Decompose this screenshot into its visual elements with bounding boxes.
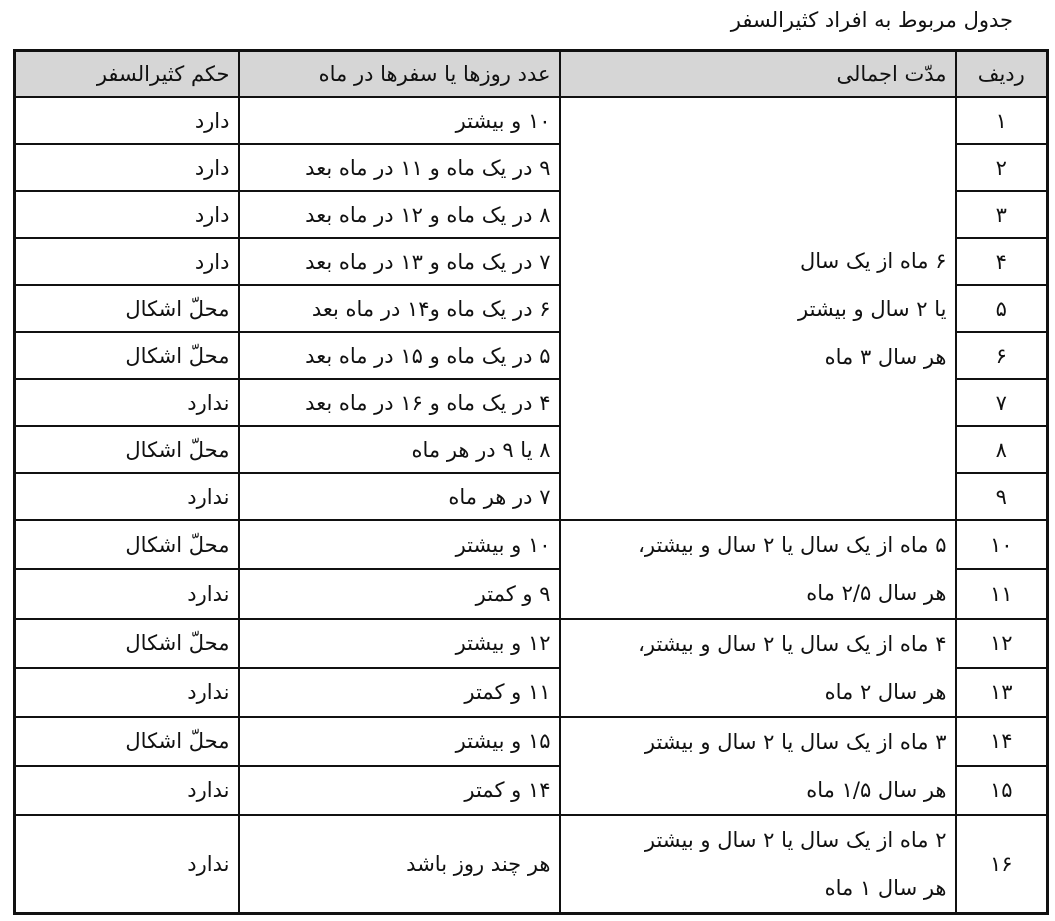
duration-line: هر سال ۲/۵ ماه <box>806 581 947 606</box>
duration-line: ۲ ماه از یک سال یا ۲ سال و بیشتر <box>644 827 947 852</box>
duration-cell <box>560 97 956 520</box>
header-duration: مدّت اجمالی <box>560 51 956 98</box>
ruling-cell: ندارد <box>15 668 239 717</box>
row-number: ۹ <box>956 473 1048 520</box>
table-row <box>15 619 1048 668</box>
days-cell: ۱۵ و بیشتر <box>239 717 560 766</box>
row-number: ۱۳ <box>956 668 1048 717</box>
ruling-cell: ندارد <box>15 473 239 520</box>
ruling-cell: ندارد <box>15 379 239 426</box>
days-cell: ۷ در یک ماه و ۱۳ در ماه بعد <box>239 238 560 285</box>
duration-cell <box>560 815 956 914</box>
duration-line: ۴ ماه از یک سال یا ۲ سال و بیشتر، <box>638 631 947 656</box>
row-number: ۱۴ <box>956 717 1048 766</box>
row-number: ۵ <box>956 285 1048 332</box>
ruling-cell: محلّ اشکال <box>15 717 239 766</box>
ruling-cell: دارد <box>15 144 239 191</box>
days-cell: ۱۱ و کمتر <box>239 668 560 717</box>
ruling-cell: ندارد <box>15 766 239 815</box>
duration-line: یا ۲ سال و بیشتر <box>798 296 947 321</box>
table-row <box>15 815 1048 914</box>
header-row-number: ردیف <box>956 51 1048 98</box>
row-number: ۱۶ <box>956 815 1048 914</box>
days-cell: ۵ در یک ماه و ۱۵ در ماه بعد <box>239 332 560 379</box>
days-cell: ۱۰ و بیشتر <box>239 97 560 144</box>
duration-line: ۳ ماه از یک سال یا ۲ سال و بیشتر <box>644 729 947 754</box>
row-number: ۱۰ <box>956 520 1048 569</box>
days-cell: ۹ در یک ماه و ۱۱ در ماه بعد <box>239 144 560 191</box>
days-cell: ۱۴ و کمتر <box>239 766 560 815</box>
ruling-cell: دارد <box>15 97 239 144</box>
duration-line: ۵ ماه از یک سال یا ۲ سال و بیشتر، <box>638 533 947 558</box>
ruling-cell: ندارد <box>15 815 239 914</box>
days-cell: ۶ در یک ماه و۱۴ در ماه بعد <box>239 285 560 332</box>
frequent-traveler-table <box>13 49 1049 915</box>
duration-line: هر سال ۱ ماه <box>824 875 947 900</box>
table-row <box>15 97 1048 144</box>
header-row <box>15 51 1048 98</box>
row-number: ۶ <box>956 332 1048 379</box>
row-number: ۸ <box>956 426 1048 473</box>
days-cell: ۱۰ و بیشتر <box>239 520 560 569</box>
row-number: ۲ <box>956 144 1048 191</box>
ruling-cell: محلّ اشکال <box>15 426 239 473</box>
duration-line: هر سال ۲ ماه <box>824 679 947 704</box>
duration-cell <box>560 619 956 717</box>
row-number: ۱۱ <box>956 569 1048 618</box>
table-caption: جدول مربوط به افراد کثیرالسفر <box>730 8 1013 32</box>
duration-cell <box>560 520 956 618</box>
days-cell: ۹ و کمتر <box>239 569 560 618</box>
days-cell: هر چند روز باشد <box>239 815 560 914</box>
duration-line: ۶ ماه از یک سال <box>800 248 947 273</box>
table-row <box>15 717 1048 766</box>
ruling-cell: محلّ اشکال <box>15 520 239 569</box>
days-cell: ۴ در یک ماه و ۱۶ در ماه بعد <box>239 379 560 426</box>
table-row <box>15 520 1048 569</box>
ruling-cell: محلّ اشکال <box>15 332 239 379</box>
row-number: ۱۵ <box>956 766 1048 815</box>
header-ruling: حکم کثیرالسفر <box>15 51 239 98</box>
ruling-cell: دارد <box>15 191 239 238</box>
days-cell: ۸ یا ۹ در هر ماه <box>239 426 560 473</box>
ruling-cell: ندارد <box>15 569 239 618</box>
duration-line: هر سال ۳ ماه <box>824 344 947 369</box>
duration-cell <box>560 717 956 815</box>
row-number: ۷ <box>956 379 1048 426</box>
row-number: ۳ <box>956 191 1048 238</box>
ruling-cell: محلّ اشکال <box>15 285 239 332</box>
row-number: ۱ <box>956 97 1048 144</box>
header-days: عدد روزها یا سفرها در ماه <box>239 51 560 98</box>
ruling-cell: دارد <box>15 238 239 285</box>
ruling-cell: محلّ اشکال <box>15 619 239 668</box>
duration-line: هر سال ۱/۵ ماه <box>806 777 947 802</box>
row-number: ۱۲ <box>956 619 1048 668</box>
days-cell: ۸ در یک ماه و ۱۲ در ماه بعد <box>239 191 560 238</box>
days-cell: ۷ در هر ماه <box>239 473 560 520</box>
row-number: ۴ <box>956 238 1048 285</box>
days-cell: ۱۲ و بیشتر <box>239 619 560 668</box>
